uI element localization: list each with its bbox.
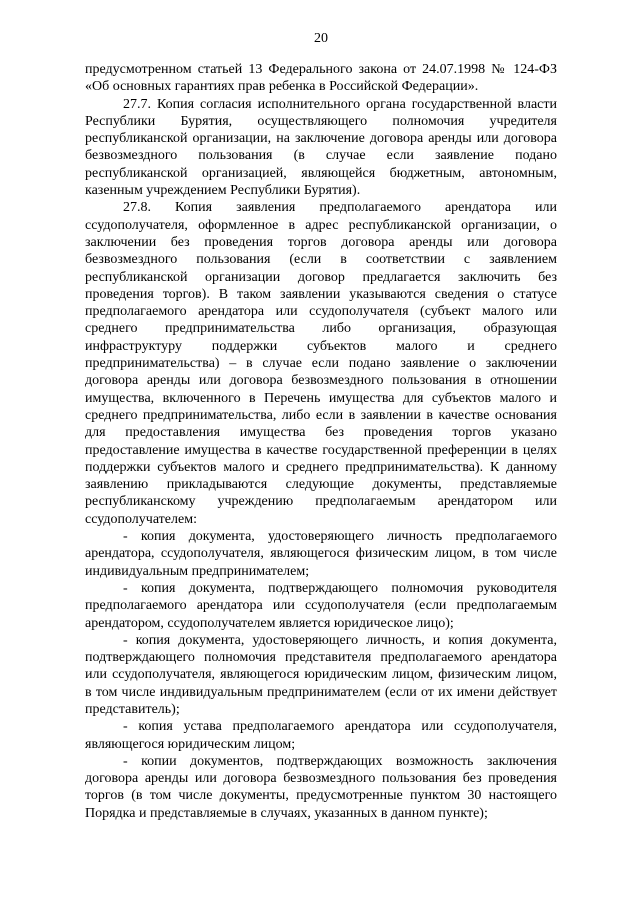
document-body bbox=[85, 61, 557, 822]
list-item-paragraph: - копии документов, подтверждающих возможность заключения договора аренды или договора безвозмездного пользования без проведения торгов (в том числе документы, предусмотренные пунктом 30 настоящего Порядка и представляемые в случаях, указанных в данном пункте); bbox=[85, 753, 557, 821]
list-item-paragraph: - копия документа, подтверждающего полномочия руководителя предполагаемого арендатора или ссудополучателя (если предполагаемым арендатором, ссудополучателем является юридическое лицо); bbox=[85, 580, 557, 631]
list-item-paragraph: - копия документа, удостоверяющего личность предполагаемого арендатора, ссудополучателя, являющегося физическим лицом, в том числе индивидуальным предпринимателем; bbox=[85, 529, 557, 579]
page-number: 20 bbox=[314, 31, 328, 46]
paragraph: 27.7. Копия согласия исполнительного органа государственной власти Республики Бурятия, осуществляющего полномочия учредителя республиканской организации, на заключение договора аренды или договора безвозмездного пользования (в случае если заявление подано республиканской организацией, являющейся бюджетным, автономным, казенным учреждением Республики Бурятия). bbox=[85, 96, 557, 199]
list-item-paragraph: - копия устава предполагаемого арендатора или ссудополучателя, являющегося юридическим лицом; bbox=[85, 719, 557, 752]
list-item-paragraph: - копия документа, удостоверяющего личность, и копия документа, подтверждающего полномочия представителя предполагаемого арендатора или ссудополучателя, являющегося юридическим лицом, физическим лицом, в том числе индивидуальным предпринимателем (если от их имени действует представитель); bbox=[85, 632, 557, 717]
paragraph: предусмотренном статьей 13 Федерального закона от 24.07.1998 № 124-ФЗ «Об основных гарантиях прав ребенка в Российской Федерации». bbox=[85, 62, 557, 95]
paragraph: 27.8. Копия заявления предполагаемого арендатора или ссудополучателя, оформленное в адрес республиканской организации, о заключении без проведения торгов договора аренды или договора безвозмездного пользования (если в соответствии с заявлением республиканской организации договор предлагается заключить без проведения торгов). В таком заявлении указываются сведения о статусе предполагаемого арендатора или ссудополучателя (субъект малого или среднего предпринимательства либо организация, образующая инфраструктуру поддержки субъектов малого и среднего предпринимательства) – в случае если подано заявление о заключении договора аренды или договора безвозмездного пользования в отношении имущества, включенного в Перечень имущества для субъектов малого и среднего предпринимательства, либо если в заявлении в качестве основания для предоставления имущества без проведения торгов указано предоставление имущества в качестве государственной преференции в целях поддержки субъектов малого и среднего предпринимательства). К данному заявлению прикладываются следующие документы, представляемые республиканскому учреждению предполагаемым арендатором или ссудополучателем: bbox=[85, 200, 557, 527]
